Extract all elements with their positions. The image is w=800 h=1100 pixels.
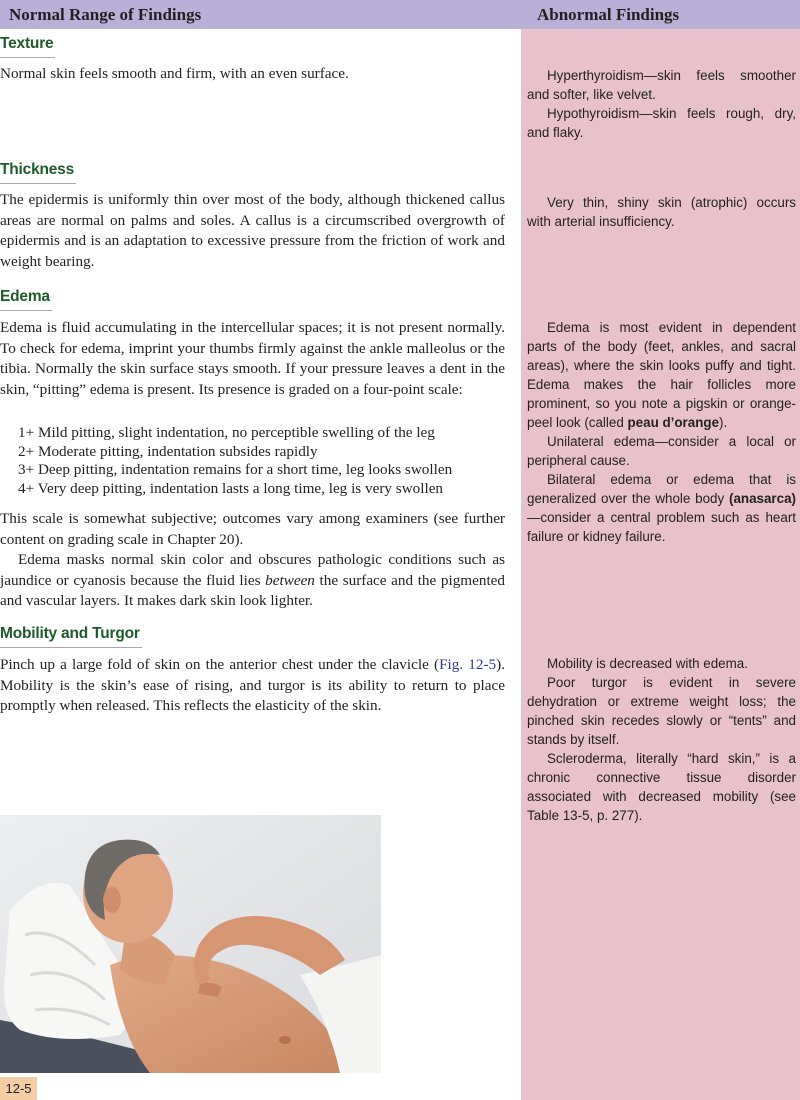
thickness-normal-paragraph: The epidermis is uniformly thin over most of the body, although thickened callus areas are normal on palms and soles. A callus is a circumscribed overgrowth of epidermis and is an adaptation to excessive pressure from the friction of work and weight bearing.: [0, 191, 505, 270]
mobility-normal-1: Pinch up a large fold of skin on the anterior chest under the clavicle (: [0, 656, 440, 673]
edema-masks-text-1: Edema masks normal skin color and obscures pathologic conditions such as jaundice or cyanosis because the fluid lies: [0, 551, 505, 589]
edema-abnormal-3a: Bilateral edema or edema that is generalized over the whole body: [527, 472, 796, 506]
thickness-heading: Thickness: [0, 161, 76, 184]
mobility-abnormal-item: Poor turgor is evident in severe dehydration or extreme weight loss; the pinched skin recedes slowly or “tents” and stands by itself.: [527, 675, 796, 747]
edema-abnormal-1a: Edema is most evident in dependent parts of the body (feet, ankles, and sacral areas), where the skin looks puffy and tight. Edema makes the hair follicles more prominent, so you note a pigskin or orange-peel look (called: [527, 320, 796, 430]
thickness-normal-text: [0, 190, 505, 272]
texture-abnormal-item: Hypothyroidism—skin feels rough, dry, and flaky.: [527, 106, 796, 140]
figure-reference-link[interactable]: Fig. 12-5: [439, 656, 497, 673]
mobility-abnormal-text: [527, 654, 796, 825]
mobility-normal-paragraph: [0, 655, 505, 717]
normal-column-title: Normal Range of Findings: [9, 5, 202, 24]
column-header: [0, 0, 800, 29]
edema-abnormal-item: [527, 470, 796, 546]
peau-d-orange-term: peau d’orange: [627, 415, 720, 430]
scale-item: 1+ Mild pitting, slight indentation, no perceptible swelling of the leg: [18, 424, 435, 441]
mobility-abnormal-item: Mobility is decreased with edema.: [547, 656, 748, 671]
mobility-normal-text: [0, 655, 505, 717]
edema-abnormal-item: [527, 318, 796, 432]
abnormal-findings-column: [521, 29, 800, 1100]
texture-abnormal-item: Hyperthyroidism—skin feels smoother and softer, like velvet.: [527, 68, 796, 102]
texture-heading: Texture: [0, 35, 55, 58]
mobility-heading: Mobility and Turgor: [0, 625, 142, 648]
edema-normal-intro: [0, 318, 505, 400]
anasarca-term: (anasarca): [729, 491, 796, 506]
texture-abnormal-text: [527, 66, 796, 142]
edema-abnormal-text: [527, 318, 796, 546]
texture-normal-text: [0, 64, 505, 85]
scale-item: 4+ Very deep pitting, indentation lasts a long time, leg is very swollen: [18, 479, 444, 497]
edema-scale-note: This scale is somewhat subjective; outcomes vary among examiners (see further content on grading scale in Chapter 20).: [0, 510, 505, 548]
abnormal-column-title: Abnormal Findings: [537, 5, 680, 24]
edema-masks-emphasis: between: [265, 571, 315, 589]
scale-item: 2+ Moderate pitting, indentation subsides rapidly: [18, 442, 318, 460]
skin-turgor-photo: [0, 815, 381, 1073]
thickness-abnormal-item: Very thin, shiny skin (atrophic) occurs with arterial insufficiency.: [527, 195, 796, 229]
edema-normal-after-scale: [0, 509, 505, 612]
edema-abnormal-1c: ).: [719, 415, 728, 430]
edema-masks-text-2: the surface and the pigmented and vascular layers. It makes dark skin look lighter.: [0, 571, 505, 610]
figure-label: 12-5: [0, 1077, 37, 1100]
scale-item: 3+ Deep pitting, indentation remains for a short time, leg looks swollen: [18, 461, 453, 479]
mobility-normal-2: ). Mobility is the skin’s ease of rising, and turgor is its ability to return to place promptly when released. This reflects the elasticity of the skin.: [0, 656, 505, 715]
edema-masks-paragraph: [0, 550, 505, 612]
edema-heading: Edema: [0, 288, 52, 311]
edema-intro-paragraph: Edema is fluid accumulating in the intercellular spaces; it is not present normally. To check for edema, imprint your thumbs firmly against the ankle malleolus or the tibia. Normally the skin surface stays smooth. If your pressure leaves a dent in the skin, “pitting” edema is present. Its presence is graded on a four-point scale:: [0, 319, 505, 398]
thickness-abnormal-text: [527, 193, 796, 231]
texture-normal-paragraph: Normal skin feels smooth and firm, with an even surface.: [0, 65, 349, 82]
edema-abnormal-3c: —consider a central problem such as heart failure or kidney failure.: [527, 510, 796, 544]
patient-illustration: [0, 815, 381, 1073]
mobility-abnormal-item: Scleroderma, literally “hard skin,” is a chronic connective tissue disorder associated with decreased mobility (see Table 13-5, p. 277).: [527, 751, 796, 823]
edema-grading-scale: [18, 424, 498, 498]
edema-abnormal-item: Unilateral edema—consider a local or peripheral cause.: [527, 434, 796, 468]
